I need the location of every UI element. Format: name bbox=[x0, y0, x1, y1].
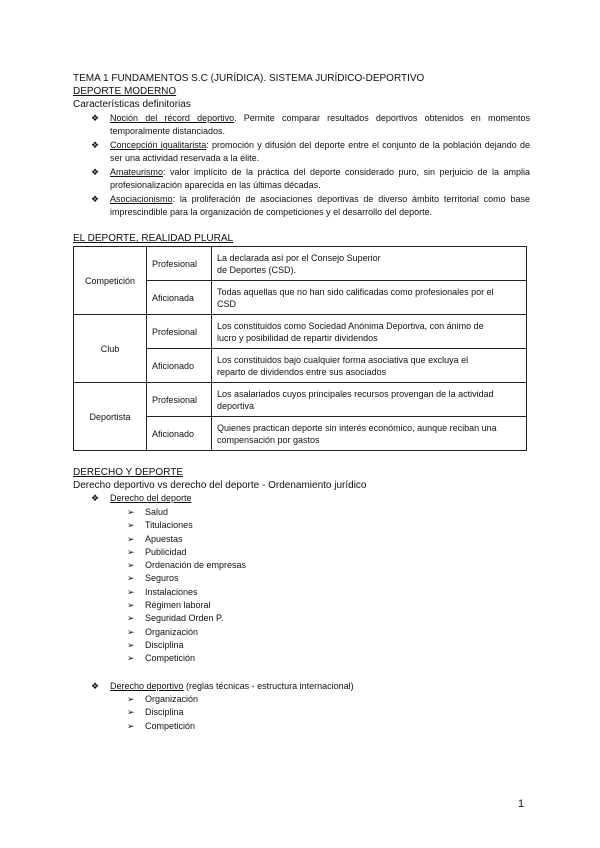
arrow-bullet-icon: ➢ bbox=[127, 707, 135, 718]
page-number: 1 bbox=[518, 798, 525, 810]
table-row bbox=[74, 315, 527, 349]
table-desc-cell: Los asalariados cuyos principales recursos provengan de la actividad deportiva bbox=[212, 383, 527, 417]
arrow-bullet-icon: ➢ bbox=[127, 600, 135, 611]
list-item-text: Publicidad bbox=[145, 546, 187, 557]
list-item bbox=[127, 706, 198, 719]
arrow-bullet-icon: ➢ bbox=[127, 720, 135, 731]
list-item bbox=[127, 626, 246, 639]
diamond-bullet-icon: ❖ bbox=[91, 113, 100, 123]
table-desc-cell: Los constituidos bajo cualquier forma asociativa que excluya el reparto de dividendos entre sus asociados bbox=[212, 349, 527, 383]
list-item-text: Disciplina bbox=[145, 639, 184, 650]
list-item-text: Competición bbox=[145, 653, 196, 664]
deporte-plural-table bbox=[73, 246, 527, 451]
arrow-list-derecho-del-deporte bbox=[127, 506, 246, 666]
list-item bbox=[127, 652, 246, 665]
section-heading-realidad-plural: EL DEPORTE, REALIDAD PLURAL bbox=[73, 233, 234, 244]
arrow-bullet-icon: ➢ bbox=[127, 560, 135, 571]
document-title: TEMA 1 FUNDAMENTOS S.C (JURÍDICA). SISTEMA JURÍDICO-DEPORTIVO bbox=[73, 73, 425, 84]
list-item-text: Seguros bbox=[145, 573, 179, 584]
diamond-bullet-icon: ❖ bbox=[91, 493, 100, 503]
list-item bbox=[127, 533, 246, 546]
arrow-bullet-icon: ➢ bbox=[127, 639, 135, 650]
subheading-derecho: Derecho deportivo vs derecho del deporte - Ordenamiento jurídico bbox=[73, 480, 367, 491]
list-item bbox=[127, 720, 198, 733]
section-heading-derecho-y-deporte: DERECHO Y DEPORTE bbox=[73, 467, 184, 478]
list-item-text: Régimen laboral bbox=[145, 600, 211, 611]
bullet-text: : la proliferación de asociaciones deportivas de diverso ámbito territorial como base imprescindible para la organización de competiciones y el desarrollo del deporte. bbox=[110, 194, 530, 217]
bullet-item bbox=[91, 112, 530, 138]
arrow-bullet-icon: ➢ bbox=[127, 626, 135, 637]
table-desc-cell: Todas aquellas que no han sido calificadas como profesionales por el CSD bbox=[212, 281, 527, 315]
bullet-term: Noción del récord deportivo bbox=[110, 113, 235, 123]
list-item bbox=[127, 639, 246, 652]
list-item-text: Disciplina bbox=[145, 707, 184, 718]
diamond-bullet-icon: ❖ bbox=[91, 140, 100, 150]
list-item bbox=[127, 519, 246, 532]
arrow-bullet-icon: ➢ bbox=[127, 507, 135, 517]
list-item bbox=[127, 612, 246, 625]
list-item-text: Competición bbox=[145, 720, 196, 731]
table-type-cell: Profesional bbox=[147, 315, 212, 349]
table-type-cell: Profesional bbox=[147, 247, 212, 281]
table-type-cell: Aficionado bbox=[147, 417, 212, 451]
arrow-bullet-icon: ➢ bbox=[127, 653, 135, 664]
diamond-bullet-icon: ❖ bbox=[91, 167, 100, 177]
list-item bbox=[127, 586, 246, 599]
bullet-term: Asociacionismo bbox=[110, 194, 173, 204]
table-type-cell: Aficionado bbox=[147, 349, 212, 383]
list-item bbox=[127, 572, 246, 585]
list-item-text: Organización bbox=[145, 694, 199, 704]
list-item-text: Instalaciones bbox=[145, 586, 198, 597]
arrow-bullet-icon: ➢ bbox=[127, 586, 135, 597]
table-type-cell: Aficionada bbox=[147, 281, 212, 315]
list-item-text: Ordenación de empresas bbox=[145, 560, 247, 571]
list-item bbox=[127, 599, 246, 612]
diamond-bullet-icon: ❖ bbox=[91, 194, 100, 204]
table-category-cell: Deportista bbox=[74, 383, 147, 451]
bullet-item bbox=[91, 492, 530, 505]
table-desc-cell: Quienes practican deporte sin interés económico, aunque reciban una compensación por gastos bbox=[212, 417, 527, 451]
arrow-bullet-icon: ➢ bbox=[127, 546, 135, 557]
list-title-derecho-deportivo: Derecho deportivo bbox=[110, 681, 184, 691]
list-item bbox=[127, 506, 246, 519]
bullet-term: Concepción igualitarista bbox=[110, 140, 207, 150]
bullet-item bbox=[91, 680, 530, 693]
bullet-text: . Permite comparar resultados deportivos obtenidos en momentos temporalmente distanciados. bbox=[110, 113, 530, 136]
list-item bbox=[127, 693, 198, 706]
table-desc-cell: Los constituidos como Sociedad Anónima Deportiva, con ánimo de lucro y posibilidad de repartir dividendos bbox=[212, 315, 527, 349]
list-item-text: Apuestas bbox=[145, 533, 183, 544]
diamond-bullet-icon: ❖ bbox=[91, 681, 100, 691]
bullet-text: : valor implícito de la práctica del deporte considerado puro, sin perjuicio de la amplia profesionalización aparecida en las últimas décadas. bbox=[110, 167, 530, 190]
arrow-list-derecho-deportivo bbox=[127, 693, 198, 733]
subheading-caracteristicas: Características definitorias bbox=[73, 99, 191, 110]
arrow-bullet-icon: ➢ bbox=[127, 533, 135, 544]
table-category-cell: Competición bbox=[74, 247, 147, 315]
table-row bbox=[74, 247, 527, 281]
list-item-text: Seguridad Orden P. bbox=[145, 613, 224, 624]
list-title-derecho-del-deporte: Derecho del deporte bbox=[110, 493, 192, 503]
list-note: (reglas técnicas - estructura internacional) bbox=[183, 681, 354, 691]
arrow-bullet-icon: ➢ bbox=[127, 694, 135, 704]
arrow-bullet-icon: ➢ bbox=[127, 573, 135, 584]
list-item-text: Titulaciones bbox=[145, 520, 193, 531]
arrow-bullet-icon: ➢ bbox=[127, 520, 135, 531]
table-category-cell: Club bbox=[74, 315, 147, 383]
table-desc-cell: La declarada así por el Consejo Superior de Deportes (CSD). bbox=[212, 247, 527, 281]
bullet-item bbox=[91, 166, 530, 192]
section-heading-deporte-moderno: DEPORTE MODERNO bbox=[73, 86, 177, 97]
list-item-text: Organización bbox=[145, 626, 199, 637]
list-item bbox=[127, 546, 246, 559]
bullet-item bbox=[91, 139, 531, 165]
table-type-cell: Profesional bbox=[147, 383, 212, 417]
table-row bbox=[74, 383, 527, 417]
bullet-item bbox=[91, 193, 530, 219]
bullet-text: : promoción y difusión del deporte entre el conjunto de la población dejando de ser una actividad reservada a la élite. bbox=[110, 140, 531, 163]
bullet-term: Amateurismo bbox=[110, 167, 164, 177]
list-item bbox=[127, 559, 246, 572]
list-item-text: Salud bbox=[145, 507, 169, 517]
arrow-bullet-icon: ➢ bbox=[127, 613, 135, 624]
